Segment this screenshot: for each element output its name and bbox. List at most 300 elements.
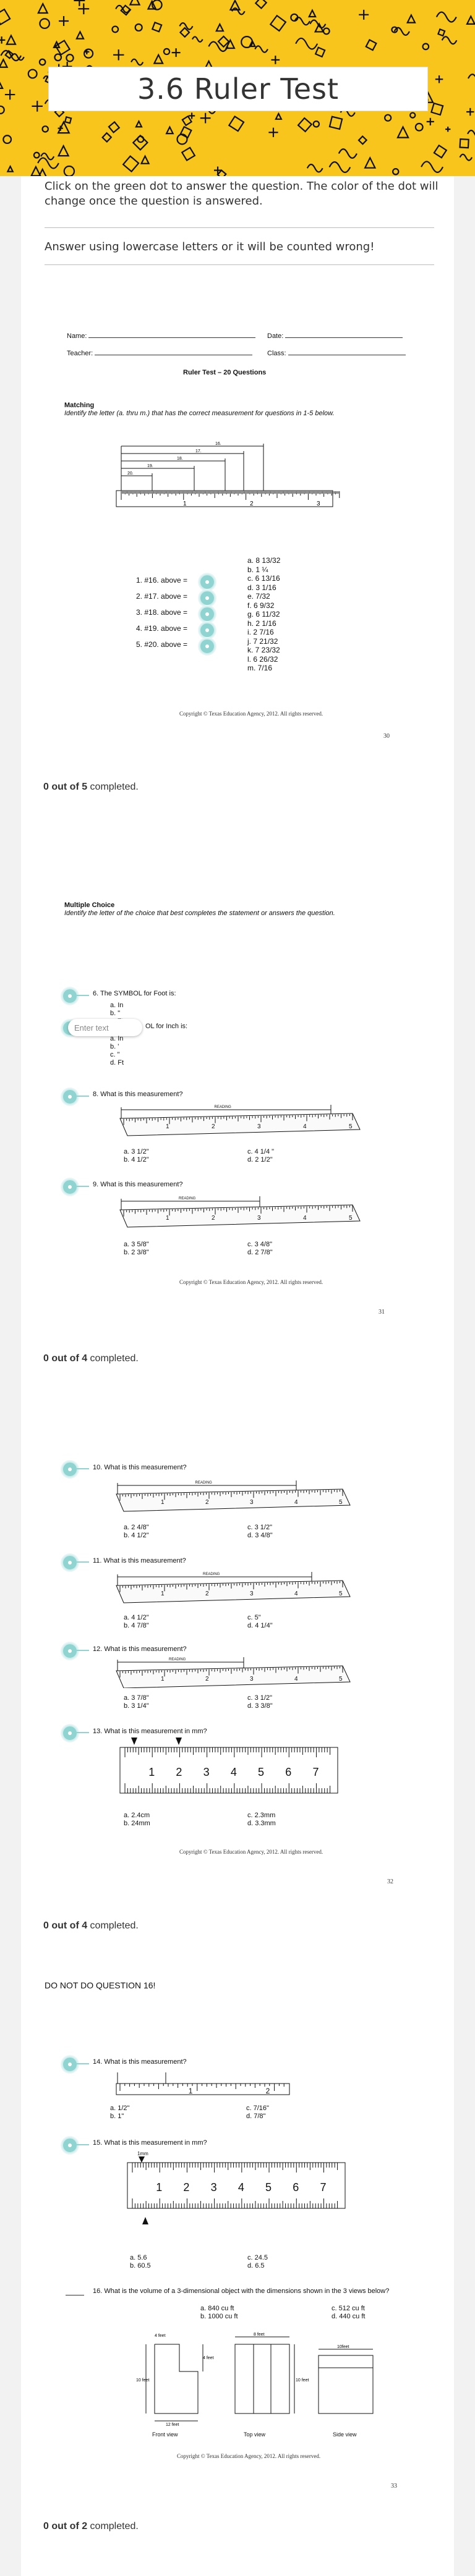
class-label: Class: (267, 350, 406, 357)
reading-label: READING (203, 1573, 220, 1576)
ruler-number: 7 (312, 1766, 319, 1778)
pattern-shape (435, 75, 443, 83)
pattern-shape (77, 32, 83, 38)
pattern-shape (218, 171, 226, 176)
side-view-shape (319, 2355, 373, 2413)
q11-options-left (124, 1614, 149, 1630)
choice-item: g. 6 11/32 (247, 610, 280, 619)
page-number: 31 (379, 1309, 385, 1315)
pattern-shape (359, 10, 369, 20)
three-views-diagram (136, 2331, 396, 2430)
completion-status: 0 out of 5 completed. (43, 782, 139, 792)
ruler-body (116, 2084, 289, 2095)
pattern-shape (32, 101, 43, 112)
pattern-shape (5, 90, 15, 99)
pattern-shape (54, 54, 61, 61)
ruler-number: 2 (205, 1676, 209, 1683)
choice-item: b. 1 ¼ (247, 565, 268, 574)
option: c. 24.5 (247, 2254, 268, 2261)
pattern-shape (270, 15, 286, 31)
pattern-shape (229, 116, 244, 131)
answer-dot-q13[interactable] (62, 1725, 78, 1741)
ruler-number: 4 (303, 1123, 307, 1130)
pattern-shape (339, 149, 357, 158)
answer-input-q7[interactable] (68, 1019, 142, 1036)
option: a. 840 cu ft (200, 2305, 234, 2312)
ruler-number: 2 (205, 1590, 209, 1597)
option: c. 3 4/8" (247, 1241, 272, 1248)
ruler-number: 4 (303, 1215, 307, 1222)
pattern-shape (296, 38, 317, 49)
pattern-shape (40, 19, 49, 28)
q7-options (110, 1035, 124, 1067)
pattern-shape (442, 36, 457, 44)
pattern-shape (359, 137, 367, 145)
ruler-number: 1 (161, 1676, 165, 1683)
pattern-shape (0, 36, 5, 44)
option: a. 4 1/2" (124, 1614, 149, 1621)
pattern-shape (28, 70, 37, 78)
matching-item: 5. #20. above = (136, 640, 188, 649)
completion-status: 0 out of 2 completed. (43, 2521, 139, 2532)
completion-status: 0 out of 4 completed. (43, 1353, 139, 1364)
pattern-shape (166, 127, 173, 134)
dot-connector (77, 995, 89, 996)
answer-dot-q11[interactable] (62, 1555, 78, 1571)
page-number: 33 (391, 2483, 397, 2489)
matching-item: 4. #19. above = (136, 624, 188, 633)
pattern-shape (103, 133, 111, 141)
pattern-shape (200, 113, 211, 124)
pattern-shape (43, 126, 48, 132)
q14-options-right (246, 2105, 269, 2121)
answer-dot-q3[interactable] (199, 606, 215, 622)
pattern-shape (216, 24, 223, 31)
pattern-shape (421, 161, 443, 172)
pattern-shape (123, 156, 139, 172)
title-box (48, 67, 428, 111)
ruler-label-16: 16. (215, 442, 221, 446)
pattern-shape (32, 167, 41, 176)
pattern-shape (164, 49, 169, 54)
pattern-shape (294, 17, 310, 25)
dot-connector (77, 1732, 89, 1733)
ruler-q10 (114, 1477, 361, 1516)
pattern-shape (192, 36, 203, 41)
pattern-shape (59, 16, 69, 26)
front-view-shape (155, 2344, 198, 2413)
pattern-shape (0, 59, 7, 67)
page-title: 3.6 Ruler Test (137, 72, 340, 106)
ruler-q8 (118, 1101, 377, 1141)
ruler-label-20: 20. (127, 471, 134, 476)
pattern-shape (232, 8, 245, 14)
pattern-shape (423, 44, 429, 50)
test-title: Ruler Test – 20 Questions (183, 369, 267, 376)
answer-dot-q4[interactable] (199, 622, 215, 638)
q16-options-right (332, 2305, 365, 2321)
ruler-label-17: 17. (195, 449, 202, 454)
question-9: 9. What is this measurement? (93, 1181, 183, 1188)
pattern-shape (466, 108, 474, 116)
pattern-shape (65, 117, 71, 123)
pattern-shape (136, 121, 142, 127)
ruler-number: 1 (166, 1215, 169, 1222)
name-label: Name: (67, 332, 255, 340)
option: b. 60.5 (130, 2262, 151, 2270)
option: c. 5" (247, 1614, 261, 1621)
pattern-shape (0, 106, 4, 114)
option: a. In (110, 1035, 124, 1042)
q10-options-right (247, 1524, 273, 1540)
section-directions: Identify the letter (a. thru m.) that has the correct measurement for questions in 1-5 below. (64, 410, 335, 417)
choice-item: k. 7 23/32 (247, 646, 280, 654)
copyright: Copyright © Texas Education Agency, 2012. All rights reserved. (179, 711, 323, 717)
marker-arrow (176, 1738, 182, 1745)
question-10: 10. What is this measurement? (93, 1464, 187, 1471)
pattern-shape (226, 40, 234, 48)
pattern-shape (84, 49, 93, 58)
ruler-number: 5 (349, 1215, 353, 1222)
dot-connector (77, 1186, 89, 1187)
q13-options-left (124, 1812, 150, 1828)
ruler-number: 2 (250, 500, 254, 507)
option: a. 1/2" (110, 2105, 130, 2112)
option: b. 1" (110, 2113, 124, 2120)
option: a. In (110, 1002, 124, 1009)
ruler-number: 5 (349, 1123, 353, 1130)
option: b. 4 1/2" (124, 1156, 149, 1163)
reading-label: READING (214, 1105, 231, 1109)
q8-options-left (124, 1148, 149, 1164)
choice-list (247, 556, 280, 673)
view-label-side: Side view (333, 2431, 357, 2438)
option: a. 3 5/8" (124, 1241, 149, 1248)
ruler-number: 3 (250, 1590, 254, 1597)
question-7: OL for Inch is: (145, 1023, 188, 1030)
ruler-number: 5 (339, 1590, 343, 1597)
pattern-shape (467, 16, 474, 23)
q9-options-right (247, 1241, 273, 1257)
answer-dot-q14[interactable] (62, 2056, 78, 2072)
ruler-number: 1 (148, 1766, 155, 1778)
divider (45, 264, 434, 265)
pattern-shape (154, 55, 163, 64)
option: a. 3 1/2" (124, 1148, 149, 1155)
warning-text: Answer using lowercase letters or it will be counted wrong! (45, 240, 375, 253)
ruler-number: 1 (183, 500, 187, 507)
pattern-shape (38, 4, 48, 13)
ruler-number: 4 (230, 1766, 237, 1778)
instruction-note: DO NOT DO QUESTION 16! (45, 1980, 156, 1990)
ruler-label-19: 19. (147, 464, 153, 468)
ruler-number: 4 (294, 1499, 298, 1506)
pattern-shape (152, 22, 161, 32)
ruler-number: 3 (257, 1123, 261, 1130)
question-6: 6. The SYMBOL for Foot is: (93, 990, 176, 997)
copyright: Copyright © Texas Education Agency, 2012. All rights reserved. (179, 1279, 323, 1285)
dim-label: 10 feet (136, 2378, 150, 2383)
pattern-shape (315, 48, 325, 57)
pattern-shape (323, 28, 330, 35)
pattern-shape (142, 156, 149, 164)
metric-ruler-q15 (124, 2148, 356, 2233)
question-16: 16. What is the volume of a 3-dimensional object with the dimensions shown in the 3 views below? (93, 2287, 390, 2295)
question-8: 8. What is this measurement? (93, 1091, 183, 1098)
option: c. 3 1/2" (247, 1524, 272, 1531)
pattern-shape (34, 153, 40, 158)
ruler-number: 3 (317, 500, 320, 507)
pattern-shape (427, 118, 434, 125)
choice-item: a. 8 13/32 (247, 556, 281, 565)
section-heading: Multiple Choice (64, 902, 115, 909)
ruler-number: 4 (238, 2181, 244, 2194)
ruler-number: 1 (166, 1123, 169, 1130)
option: a. 5.6 (130, 2254, 147, 2261)
dot-connector (77, 1650, 89, 1651)
pattern-shape (112, 27, 118, 33)
marker-arrow (142, 2217, 148, 2224)
top-view-shape (235, 2344, 289, 2413)
answer-dot-q15[interactable] (62, 2137, 78, 2153)
ruler-number: 5 (258, 1766, 265, 1778)
pattern-shape (385, 115, 391, 121)
pattern-shape (130, 0, 139, 5)
page-number: 32 (387, 1878, 393, 1885)
q13-options-right (247, 1812, 276, 1828)
pattern-shape (276, 114, 281, 119)
choice-item: e. 7/32 (247, 592, 270, 601)
pattern-shape (113, 49, 124, 60)
ruler-number: 3 (250, 1499, 254, 1506)
pattern-shape (59, 146, 69, 156)
choice-item: c. 6 13/16 (247, 574, 280, 583)
ruler-unit-label: 1mm (137, 2151, 148, 2156)
option: d. 3 4/8" (247, 1532, 273, 1539)
q14-options-left (110, 2105, 129, 2121)
choice-item: i. 2 7/16 (247, 628, 274, 636)
ruler-number: 1 (161, 1499, 165, 1506)
ruler-number: 7 (320, 2181, 327, 2194)
metric-ruler-q13 (116, 1736, 349, 1805)
pattern-shape (214, 167, 221, 174)
matching-item-list (136, 576, 187, 656)
copyright: Copyright © Texas Education Agency, 2012. All rights reserved. (179, 1849, 323, 1855)
dim-label: 8 feet (254, 2333, 265, 2337)
option: d. 3.3mm (247, 1820, 276, 1827)
ruler-number: 1 (188, 2087, 193, 2095)
pattern-shape (7, 36, 15, 44)
pattern-shape (366, 40, 377, 51)
ruler-number: 5 (265, 2181, 272, 2194)
option: b. ' (110, 1043, 119, 1050)
pattern-shape (3, 135, 11, 143)
option: d. 440 cu ft (332, 2313, 366, 2320)
option: d. 2 7/8" (247, 1249, 273, 1256)
pattern-shape (255, 0, 266, 8)
header-banner (0, 0, 475, 176)
question-11: 11. What is this measurement? (93, 1557, 186, 1565)
choice-item: f. 6 9/32 (247, 601, 275, 610)
answer-dot-q8[interactable] (62, 1089, 78, 1105)
answer-dot-q10[interactable] (62, 1461, 78, 1477)
matching-ruler (109, 441, 343, 510)
option: b. 3 1/4" (124, 1702, 149, 1710)
q12-options-right (247, 1694, 273, 1710)
choice-item: j. 7 21/32 (247, 636, 278, 646)
ruler-number: 2 (212, 1123, 215, 1130)
dim-label: 12 feet (166, 2423, 179, 2427)
answer-dot-q5[interactable] (199, 638, 215, 654)
pattern-shape (208, 42, 228, 51)
pattern-shape (431, 103, 443, 115)
pattern-shape (468, 74, 475, 82)
divider (45, 227, 434, 228)
option: a. 2 4/8" (124, 1524, 149, 1531)
marker-arrow (139, 2156, 145, 2163)
option: d. Ft (110, 1059, 124, 1066)
answer-dot-q6[interactable] (62, 988, 78, 1004)
pattern-shape (38, 158, 59, 169)
question-13: 13. What is this measurement in mm? (93, 1728, 207, 1735)
option: c. 2.3mm (247, 1812, 276, 1819)
q8-options-right (247, 1148, 274, 1164)
dot-connector (77, 1561, 89, 1563)
pattern-shape (437, 12, 456, 22)
pattern-shape (66, 54, 73, 61)
instruction-text: Click on the green dot to answer the question. The color of the dot will change once the question is answered. (45, 180, 439, 208)
q11-options-right (247, 1614, 273, 1630)
ruler-number: 2 (183, 2181, 190, 2194)
option: b. 4 1/2" (124, 1532, 149, 1539)
pattern-shape (307, 164, 323, 172)
teacher-label: Teacher: (67, 350, 252, 357)
ruler-number: 2 (212, 1215, 215, 1222)
reading-label: READING (195, 1481, 212, 1485)
dot-connector (77, 1468, 89, 1469)
option: b. 2 3/8" (124, 1249, 149, 1256)
option: d. 6.5 (247, 2262, 265, 2270)
pattern-shape (182, 148, 195, 161)
completion-status: 0 out of 4 completed. (43, 1920, 139, 1931)
ruler-number: 3 (203, 1766, 210, 1778)
option: b. 4 7/8" (124, 1622, 149, 1629)
pattern-shape (410, 112, 415, 117)
view-label-top: Top view (244, 2431, 266, 2438)
ruler-number: 2 (205, 1499, 209, 1506)
pattern-shape (64, 166, 74, 176)
ruler-number: 4 (294, 1676, 298, 1683)
q16-options-left (200, 2305, 238, 2321)
ruler-q9 (118, 1193, 377, 1232)
ruler-number: 2 (176, 1766, 182, 1778)
pattern-shape (330, 162, 351, 172)
option: d. 2 1/2" (247, 1156, 273, 1163)
option: b. 24mm (124, 1820, 150, 1827)
q15-options-left (130, 2254, 151, 2270)
dim-label: 10feet (337, 2345, 349, 2349)
marker-arrow (131, 1738, 137, 1745)
dot-connector (77, 2144, 89, 2145)
page-number: 30 (383, 733, 390, 740)
pattern-shape (365, 158, 375, 167)
answer-dot-q12[interactable] (62, 1643, 78, 1659)
option: c. 512 cu ft (332, 2305, 365, 2312)
option: d. 4 1/4" (247, 1622, 273, 1629)
pattern-shape (408, 15, 415, 22)
question-12: 12. What is this measurement? (93, 1645, 187, 1653)
pattern-shape (182, 116, 192, 125)
question-14: 14. What is this measurement? (93, 2058, 187, 2066)
pattern-shape (393, 169, 398, 174)
section-directions: Identify the letter of the choice that best completes the statement or answers the question. (64, 910, 335, 917)
choice-item: m. 7/16 (247, 664, 273, 672)
option: c. " (110, 1051, 120, 1058)
q9-options-left (124, 1241, 149, 1257)
section-heading: Matching (64, 402, 95, 409)
pattern-shape (460, 139, 469, 148)
ruler-number: 6 (285, 1766, 292, 1778)
dot-connector (77, 1096, 89, 1097)
pattern-shape (314, 121, 319, 127)
pattern-shape (41, 153, 54, 159)
ruler-number: 1 (156, 2181, 163, 2194)
pattern-shape (109, 122, 119, 132)
dim-label: 10 feet (296, 2378, 309, 2383)
choice-item: l. 6 26/32 (247, 654, 278, 664)
pattern-shape (298, 118, 312, 132)
option: c. 7/16" (246, 2105, 269, 2112)
question-15: 15. What is this measurement in mm? (93, 2139, 207, 2147)
pattern-shape (271, 56, 280, 64)
ruler-q14 (114, 2070, 299, 2098)
ruler-number: 5 (339, 1499, 343, 1506)
pattern-shape (434, 145, 447, 158)
input-placeholder: Enter text (74, 1023, 109, 1033)
option: b. " (110, 1010, 121, 1017)
pattern-shape (40, 59, 45, 65)
dim-label: 4 feet (203, 2356, 214, 2360)
q10-options-left (124, 1524, 149, 1540)
pattern-shape (460, 154, 473, 161)
ruler-number: 6 (293, 2181, 299, 2194)
pattern-shape (268, 128, 278, 137)
choice-item: h. 2 1/16 (247, 619, 276, 628)
pattern-shape (255, 46, 268, 52)
ruler-number: 2 (265, 2087, 270, 2095)
ruler-number: 3 (210, 2181, 217, 2194)
answer-dot-q1[interactable] (199, 574, 215, 590)
dim-label: 4 feet (155, 2334, 166, 2338)
answer-dot-q9[interactable] (62, 1179, 78, 1195)
pattern-shape (131, 59, 143, 65)
pattern-shape (135, 24, 142, 31)
pattern-shape (438, 29, 445, 36)
matching-item: 2. #17. above = (136, 592, 188, 601)
pattern-shape (172, 48, 181, 57)
answer-dot-q2[interactable] (199, 590, 215, 606)
pattern-shape (178, 134, 187, 144)
pattern-shape (468, 130, 475, 137)
q12-options-left (124, 1694, 149, 1710)
ruler-number: 4 (294, 1590, 298, 1597)
date-label: Date: (267, 332, 403, 340)
option: d. 7/8" (246, 2113, 266, 2120)
matching-item: 1. #16. above = (136, 576, 188, 585)
ruler-q11 (114, 1568, 361, 1608)
pattern-shape (0, 83, 2, 88)
option: d. 3 3/8" (247, 1702, 273, 1710)
